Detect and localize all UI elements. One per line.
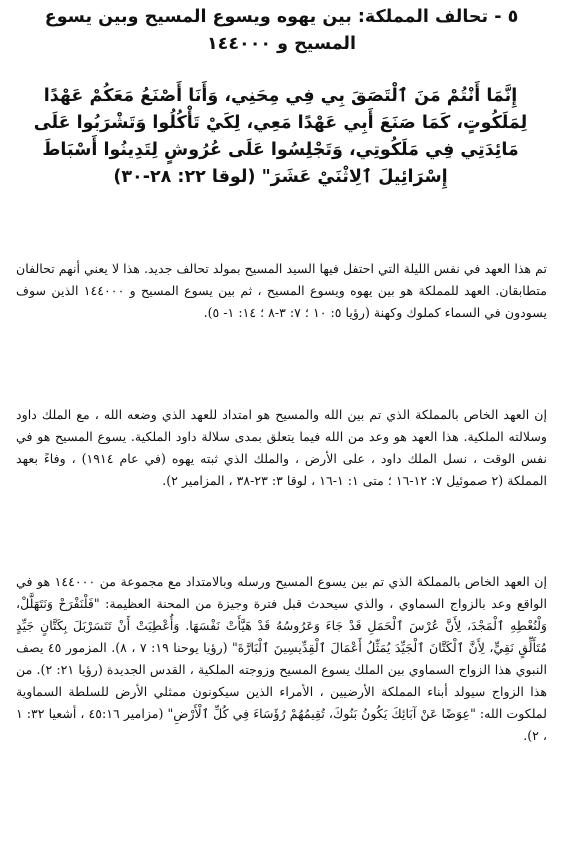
section-title: ٥ - تحالف المملكة: بين يهوه ويسوع المسيح وبين يسوع المسيح و ١٤٤٠٠٠ xyxy=(44,7,519,54)
body-paragraph-3: إن العهد الخاص بالمملكة الذي تم بين يسوع المسيح ورسله وبالامتداد مع مجموعة من ١٤٤٠٠٠ هو في الواقع وعد بالزواج السماوي ، والذي سيحدث قبل فترة وجيزة من المحنة العظيمة: "فَلْنَفْرَحْ وَنَتَهَلَّلْ، وَلْنُعْطِهِ ٱلْمَجْدَ، لِأَنَّ عُرْسَ ٱلْحَمَلِ قَدْ جَاءَ وَعَرُوسُهُ قَدْ هَيَّأَتْ نَفْسَهَا. وَأُعْطِيَتْ أَنْ تَتَسَرْبَلَ بِكَتَّانٍ جَيِّدٍ مُتَأَلِّقٍ نَقِيٍّ، لِأَنَّ ٱلْكَتَّانَ ٱلْجَيِّدَ يُمَثِّلُ أَعْمَالَ ٱلْقِدِّيسِينَ ٱلْبَارَّةَ" (رؤيا يوحنا ١٩: ٧ ، ٨). المزمور ٤٥ يصف النبوي هذا الزواج السماوي بين الملك يسوع المسيح وزوجته الملكية ، القدس الجديدة (رؤيا ٢١: ٢). من هذا الزواج سيولد أبناء المملكة الأرضيين ، الأمراء الذين سيكونون ممثلي الأرض للسلطة السماوية لملكوت الله: "عِوَضًا عَنْ آبَائِكَ يَكُونُ بَنُوكَ، تُقِيمُهُمْ رُؤَسَاءَ فِي كُلِّ ٱلْأَرْضِ" (مزامير ٤٥:١٦ ، أشعيا ٣٢: ١ ، ٢). xyxy=(16,574,548,743)
body-paragraph-2: إن العهد الخاص بالمملكة الذي تم بين الله والمسيح هو امتداد للعهد الذي وضعه الله ، مع الملك داود وسلالته الملكية. هذا العهد هو وعد من الله فيما يتعلق بمدى سلالة داود الملكية. يسوع المسيح هو في نفس الوقت ، نسل الملك داود ، على الأرض ، والملك الذي ثبته يهوه (في عام ١٩١٤) ، وفاءً بعهد المملكة (٢ صموئيل ٧: ١٢-١٦ ؛ متى ١: ١-١٦ ، لوقا ٣: ٢٣-٣٨ ، المزامير ٢). xyxy=(16,407,547,488)
body-paragraph-1: تم هذا العهد في نفس الليلة التي احتفل فيها السيد المسيح بمولد تحالف جديد. هذا لا يعني أنهم تحالفان متطابقان. العهد للمملكة هو بين يهوه ويسوع المسيح ، ثم بين يسوع المسيح و ١٤٤٠٠٠ الذين سوف يسودون في السماء كملوك وكهنة (رؤيا ٥: ١٠ ؛ ٧: ٣-٨ ؛ ١٤: ١- ٥). xyxy=(16,261,547,320)
scripture-quote: إِنَّمَا أَنْتُمْ مَنَ ٱلْتَصَقَ بِي فِي مِحَنِي، وَأَنَا أَصْنَعُ مَعَكُمْ عَهْدًا لِمَلَكُوتٍ، كَمَا صَنَعَ أَبِي عَهْدًا مَعِي، لِكَيْ تَأْكُلُوا وَتَشْرَبُوا عَلَى مَائِدَتِي فِي مَلَكُوتِي، وَتَجْلِسُوا عَلَى عُرُوشٍ لِتَدِينُوا أَسْبَاطَ إِسْرَائِيلَ ٱلِاثْنَيْ عَشَرَ" (لوقا ٢٢: ٢٨-٣٠) xyxy=(33,86,528,187)
